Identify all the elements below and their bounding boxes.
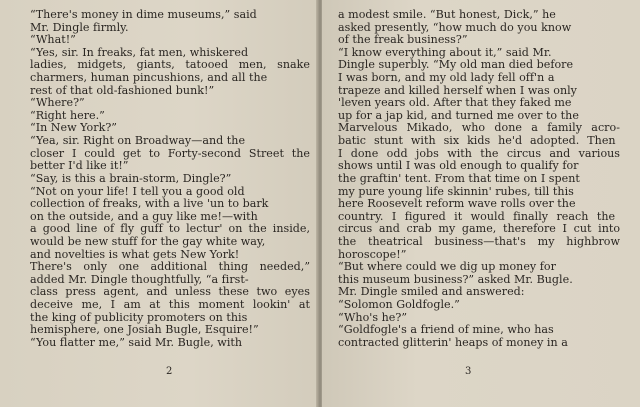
- text-line: Mr. Dingle smiled and answered:: [338, 285, 525, 299]
- text-line: Marvelous Mikado, who done a family acro-: [338, 121, 620, 135]
- text-line: 'leven years old. After that they faked me: [338, 96, 572, 110]
- text-line: the graftin' tent. From that time on I spent: [338, 171, 580, 185]
- text-line: circus and crab my game, therefore I cut into: [338, 222, 621, 236]
- text-line: “Not on your life! I tell you a good old: [30, 184, 245, 198]
- text-line: hemisphere, one Josiah Bugle, Esquire!”: [30, 323, 259, 337]
- text-line: “In New York?”: [30, 121, 117, 135]
- right-page-text: [338, 9, 620, 349]
- text-line: would be new stuff for the gay white way,: [30, 234, 266, 248]
- text-line: a good line of fly guff to lectur' on the inside,: [30, 222, 311, 236]
- text-line: batic stunt with six kids he'd adopted. Then: [338, 134, 616, 148]
- text-line: the theatrical business—that's my highbrow: [338, 234, 620, 248]
- text-line: “You flatter me,” said Mr. Bugle, with: [30, 335, 243, 349]
- text-line: “Solomon Goldfogle.”: [338, 298, 460, 312]
- text-line: There's only one additional thing needed,”: [30, 260, 311, 274]
- text-line: contracted glitterin' heaps of money in a: [338, 335, 568, 349]
- right-page-number: 3: [465, 366, 472, 377]
- text-line: “There's money in dime museums,” said: [30, 8, 257, 21]
- text-line: the king of publicity promoters on this: [30, 310, 248, 324]
- text-line: Mr. Dingle firmly.: [30, 20, 129, 34]
- text-line: shows until I was old enough to qualify for: [338, 159, 579, 173]
- text-line: country. I figured it would finally reach the: [338, 209, 616, 223]
- text-line: “Where?”: [30, 96, 85, 110]
- text-line: a modest smile. “But honest, Dick,” he: [338, 8, 556, 21]
- text-line: of the freak business?”: [338, 33, 468, 47]
- text-line: asked presently, “how much do you know: [338, 20, 572, 34]
- text-line: I was born, and my old lady fell off'n a: [338, 71, 555, 85]
- text-line: closer I could get to Forty-second Street the: [30, 146, 311, 160]
- text-line: “Yea, sir. Right on Broadway—and the: [30, 134, 246, 148]
- text-line: “Yes, sir. In freaks, fat men, whiskered: [30, 45, 249, 59]
- text-line: my pure young life skinnin' rubes, till this: [338, 184, 574, 198]
- text-line: “Goldfogle's a friend of mine, who has: [338, 323, 554, 337]
- text-line: deceive me, I am at this moment lookin' at: [30, 298, 311, 312]
- text-line: this museum business?” asked Mr. Bugle.: [338, 272, 573, 286]
- text-line: here Roosevelt reform wave rolls over the: [338, 197, 576, 211]
- text-line: I done odd jobs with the circus and various: [338, 146, 621, 160]
- text-line: “What!”: [30, 33, 76, 47]
- text-line: on the outside, and a guy like me!—with: [30, 209, 258, 223]
- text-line: rest of that old-fashioned bunk!”: [30, 83, 215, 97]
- left-page-number: 2: [166, 366, 173, 377]
- text-line: “But where could we dig up money for: [338, 260, 556, 274]
- text-line: Dingle superbly. “My old man died before: [338, 58, 574, 72]
- text-line: trapeze and killed herself when I was only: [338, 83, 577, 97]
- text-line: class press agent, and unless these two eyes: [30, 285, 310, 299]
- text-line: “Say, is this a brain-storm, Dingle?”: [30, 171, 232, 185]
- text-line: ladies, midgets, giants, tatooed men, snake: [30, 58, 310, 72]
- text-line: added Mr. Dingle thoughtfully, “a first-: [30, 272, 249, 286]
- text-line: up for a jap kid, and turned me over to the: [338, 108, 579, 122]
- right-page: [322, 0, 640, 407]
- text-line: better I'd like it!”: [30, 159, 129, 173]
- text-line: horoscope!”: [338, 247, 407, 261]
- text-line: charmers, human pincushions, and all the: [30, 71, 268, 85]
- text-line: “Who's he?”: [338, 310, 408, 324]
- text-line: “Right here.”: [30, 108, 105, 122]
- left-page: [0, 0, 318, 407]
- left-page-text: [30, 9, 310, 349]
- text-line: collection of freaks, with a live 'un to bark: [30, 197, 269, 211]
- text-line: “I know everything about it,” said Mr.: [338, 45, 552, 59]
- text-line: and novelties is what gets New York!: [30, 247, 240, 261]
